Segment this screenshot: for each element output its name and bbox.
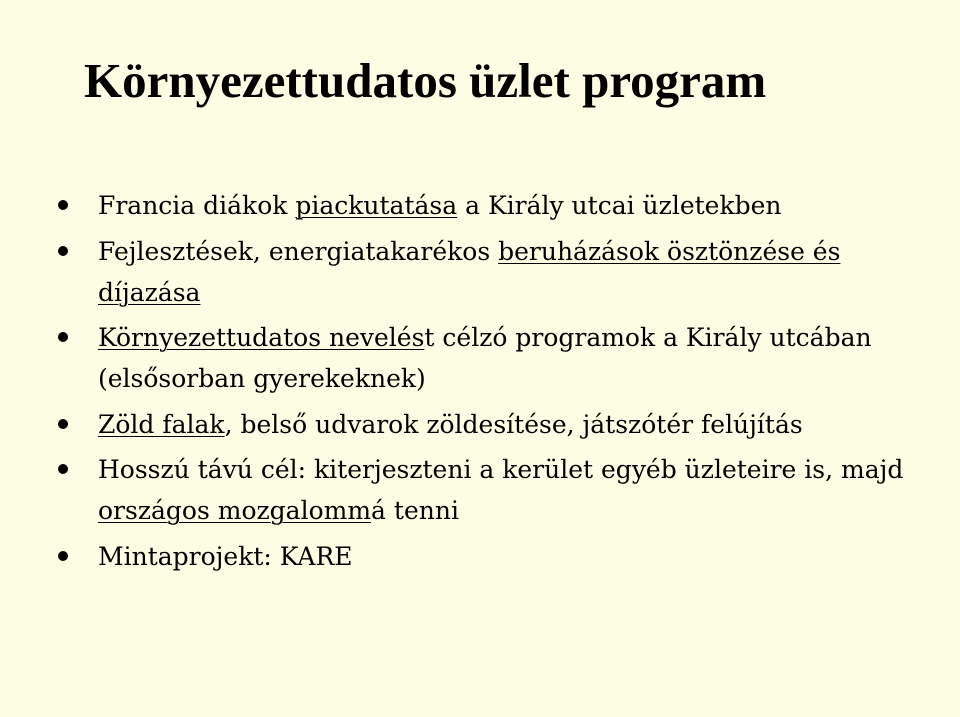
bullet-dot-icon (58, 551, 68, 561)
bullet-text: a Király utcai üzletekben (457, 191, 782, 220)
slide-title: Környezettudatos üzlet program (84, 53, 767, 108)
bullet-dot-icon (58, 464, 68, 474)
bullet-dot-icon (58, 200, 68, 210)
bullet-list (56, 185, 916, 581)
underlined-text: piackutatása (295, 191, 458, 220)
bullet-text: á tenni (371, 496, 459, 525)
underlined-text: Környezettudatos nevelés (98, 323, 425, 352)
bullet-item (56, 404, 916, 445)
bullet-dot-icon (58, 246, 68, 256)
bullet-text: Fejlesztések, energiatakarékos (98, 236, 499, 266)
bullet-text: Francia diákok (98, 191, 296, 220)
bullet-item (56, 185, 916, 226)
bullet-text: t célzó programok a Király utcában (elsősorban gyerekeknek) (98, 323, 872, 393)
bullet-item (56, 536, 916, 577)
bullet-item (56, 449, 916, 531)
bullet-text: Mintaprojekt: KARE (98, 541, 353, 571)
underlined-text: Zöld falak (98, 409, 225, 439)
bullet-text: , belső udvarok zöldesítése, játszótér felújítás (224, 409, 803, 439)
bullet-dot-icon (58, 332, 68, 342)
underlined-text: országos mozgalomm (98, 496, 372, 525)
bullet-text: Hosszú távú cél: kiterjeszteni a kerület egyéb üzleteire is, majd (98, 455, 904, 484)
underlined-text: beruházások ösztönzése és díjazása (98, 236, 841, 307)
bullet-dot-icon (58, 419, 68, 429)
bullet-item (56, 231, 916, 313)
bullet-item (56, 317, 916, 399)
